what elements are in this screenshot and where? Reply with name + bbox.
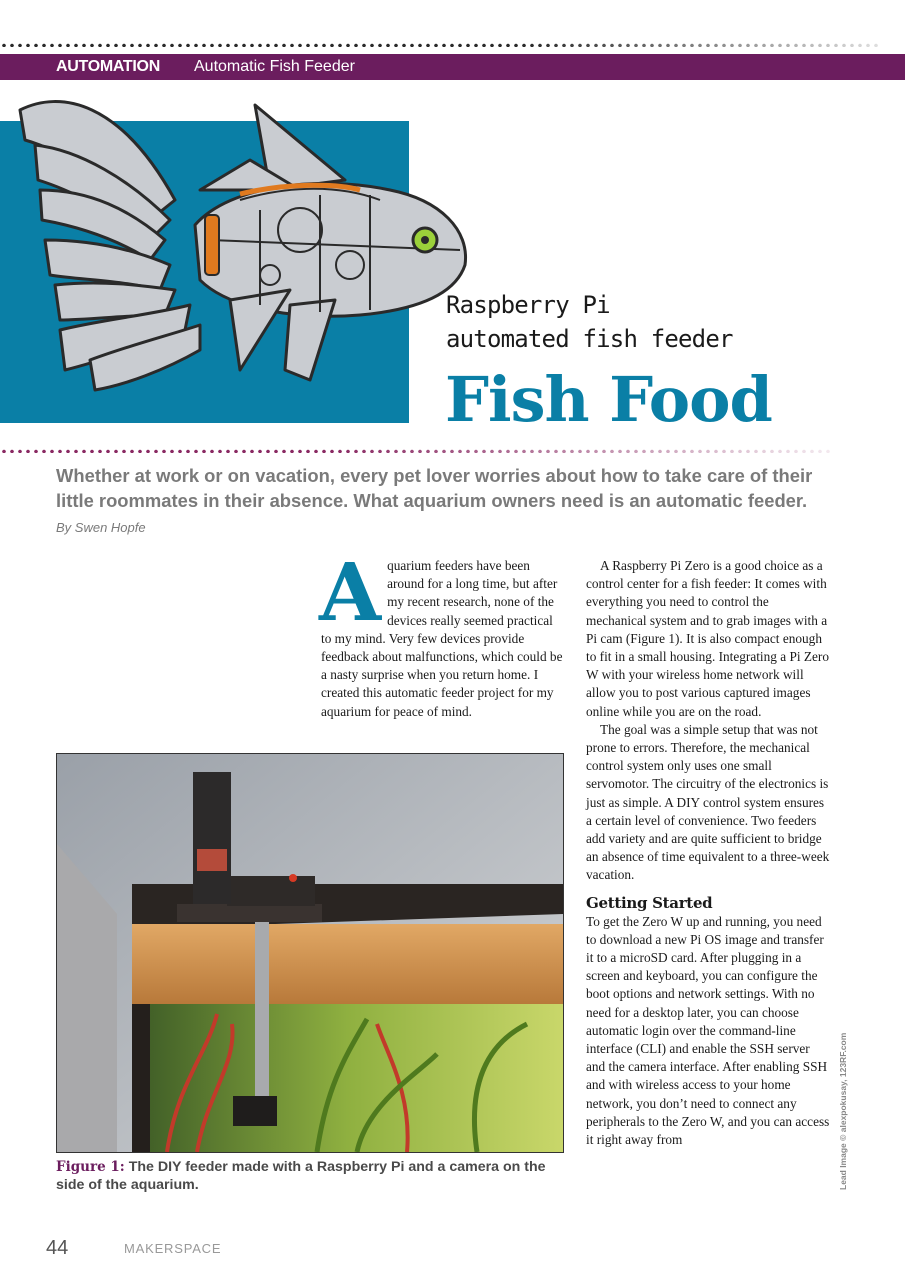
subtitle-line-2: automated fish feeder <box>446 325 733 353</box>
section-heading: Getting Started <box>586 893 713 912</box>
figure-caption-text: The DIY feeder made with a Raspberry Pi and a camera on the side of the aquarium. <box>56 1159 546 1193</box>
body-paragraph: A Raspberry Pi Zero is a good choice as a control center for a fish feeder: It comes with everything you need to control the mechanical system and to grab images with a Pi cam (Figure 1). It is also compact enough to fit in a small housing. Integrating a Pi Zero W with your wireless home network will allow you to post various captured images online while you are on the road. <box>586 558 829 719</box>
body-column-1 <box>319 545 565 721</box>
article-subtitle <box>446 288 733 356</box>
section-topic: Automatic Fish Feeder <box>194 58 355 75</box>
section-header-bar <box>0 54 905 80</box>
section-label: AUTOMATION <box>56 58 160 75</box>
article-lead: Whether at work or on vacation, every pet lover worries about how to take care of their little roommates in their absence. What aquarium owners need is an automatic feeder. <box>56 465 813 511</box>
body-paragraph: The goal was a simple setup that was not prone to errors. Therefore, the mechanical control system only uses one small servomotor. The circuitry of the electronics is just as simple. A DIY control system ensures a certain level of convenience. Two feeders add variety and are quite sufficient to bridge an absence of time equivalent to a three-week vacation. <box>586 721 830 883</box>
top-dotted-rule <box>0 43 880 47</box>
magazine-name: MAKERSPACE <box>124 1241 222 1256</box>
article-title: Fish Food <box>445 363 772 436</box>
mid-dotted-rule <box>0 449 830 453</box>
figure-1-caption <box>56 1158 564 1194</box>
drop-cap: A <box>319 545 382 639</box>
figure-label: Figure 1: <box>56 1159 125 1175</box>
figure-1-photo <box>56 753 564 1153</box>
page-number: 44 <box>46 1237 69 1259</box>
image-credit: Lead Image © alexpokusay, 123RF.com <box>838 1032 848 1190</box>
subtitle-line-1: Raspberry Pi <box>446 291 610 319</box>
body-paragraph: To get the Zero W up and running, you need to download a new Pi OS image and transfer it to a microSD card. After plugging in a screen and keyboard, you can configure the boot options and network settings. With no need for a desktop later, you can choose automatic login over the command-line interface (CLI) and enable the SSH server and the camera interface. After enabling SSH and with wireless access to your home network, you don’t need to connect any peripherals to the Zero W, and you can access it right away from <box>586 913 830 1148</box>
byline: By Swen Hopfe <box>56 520 146 535</box>
body-paragraph: quarium feeders have been around for a long time, but after my recent research, none of the devices really seemed practical to my mind. Very few devices provide feedback about malfunctions, which could be a nasty surprise when you return home. I created this automatic feeder project for my aquarium for peace of mind. <box>321 558 563 719</box>
body-column-2 <box>586 557 832 1149</box>
mechanical-fish-illustration <box>0 90 480 400</box>
